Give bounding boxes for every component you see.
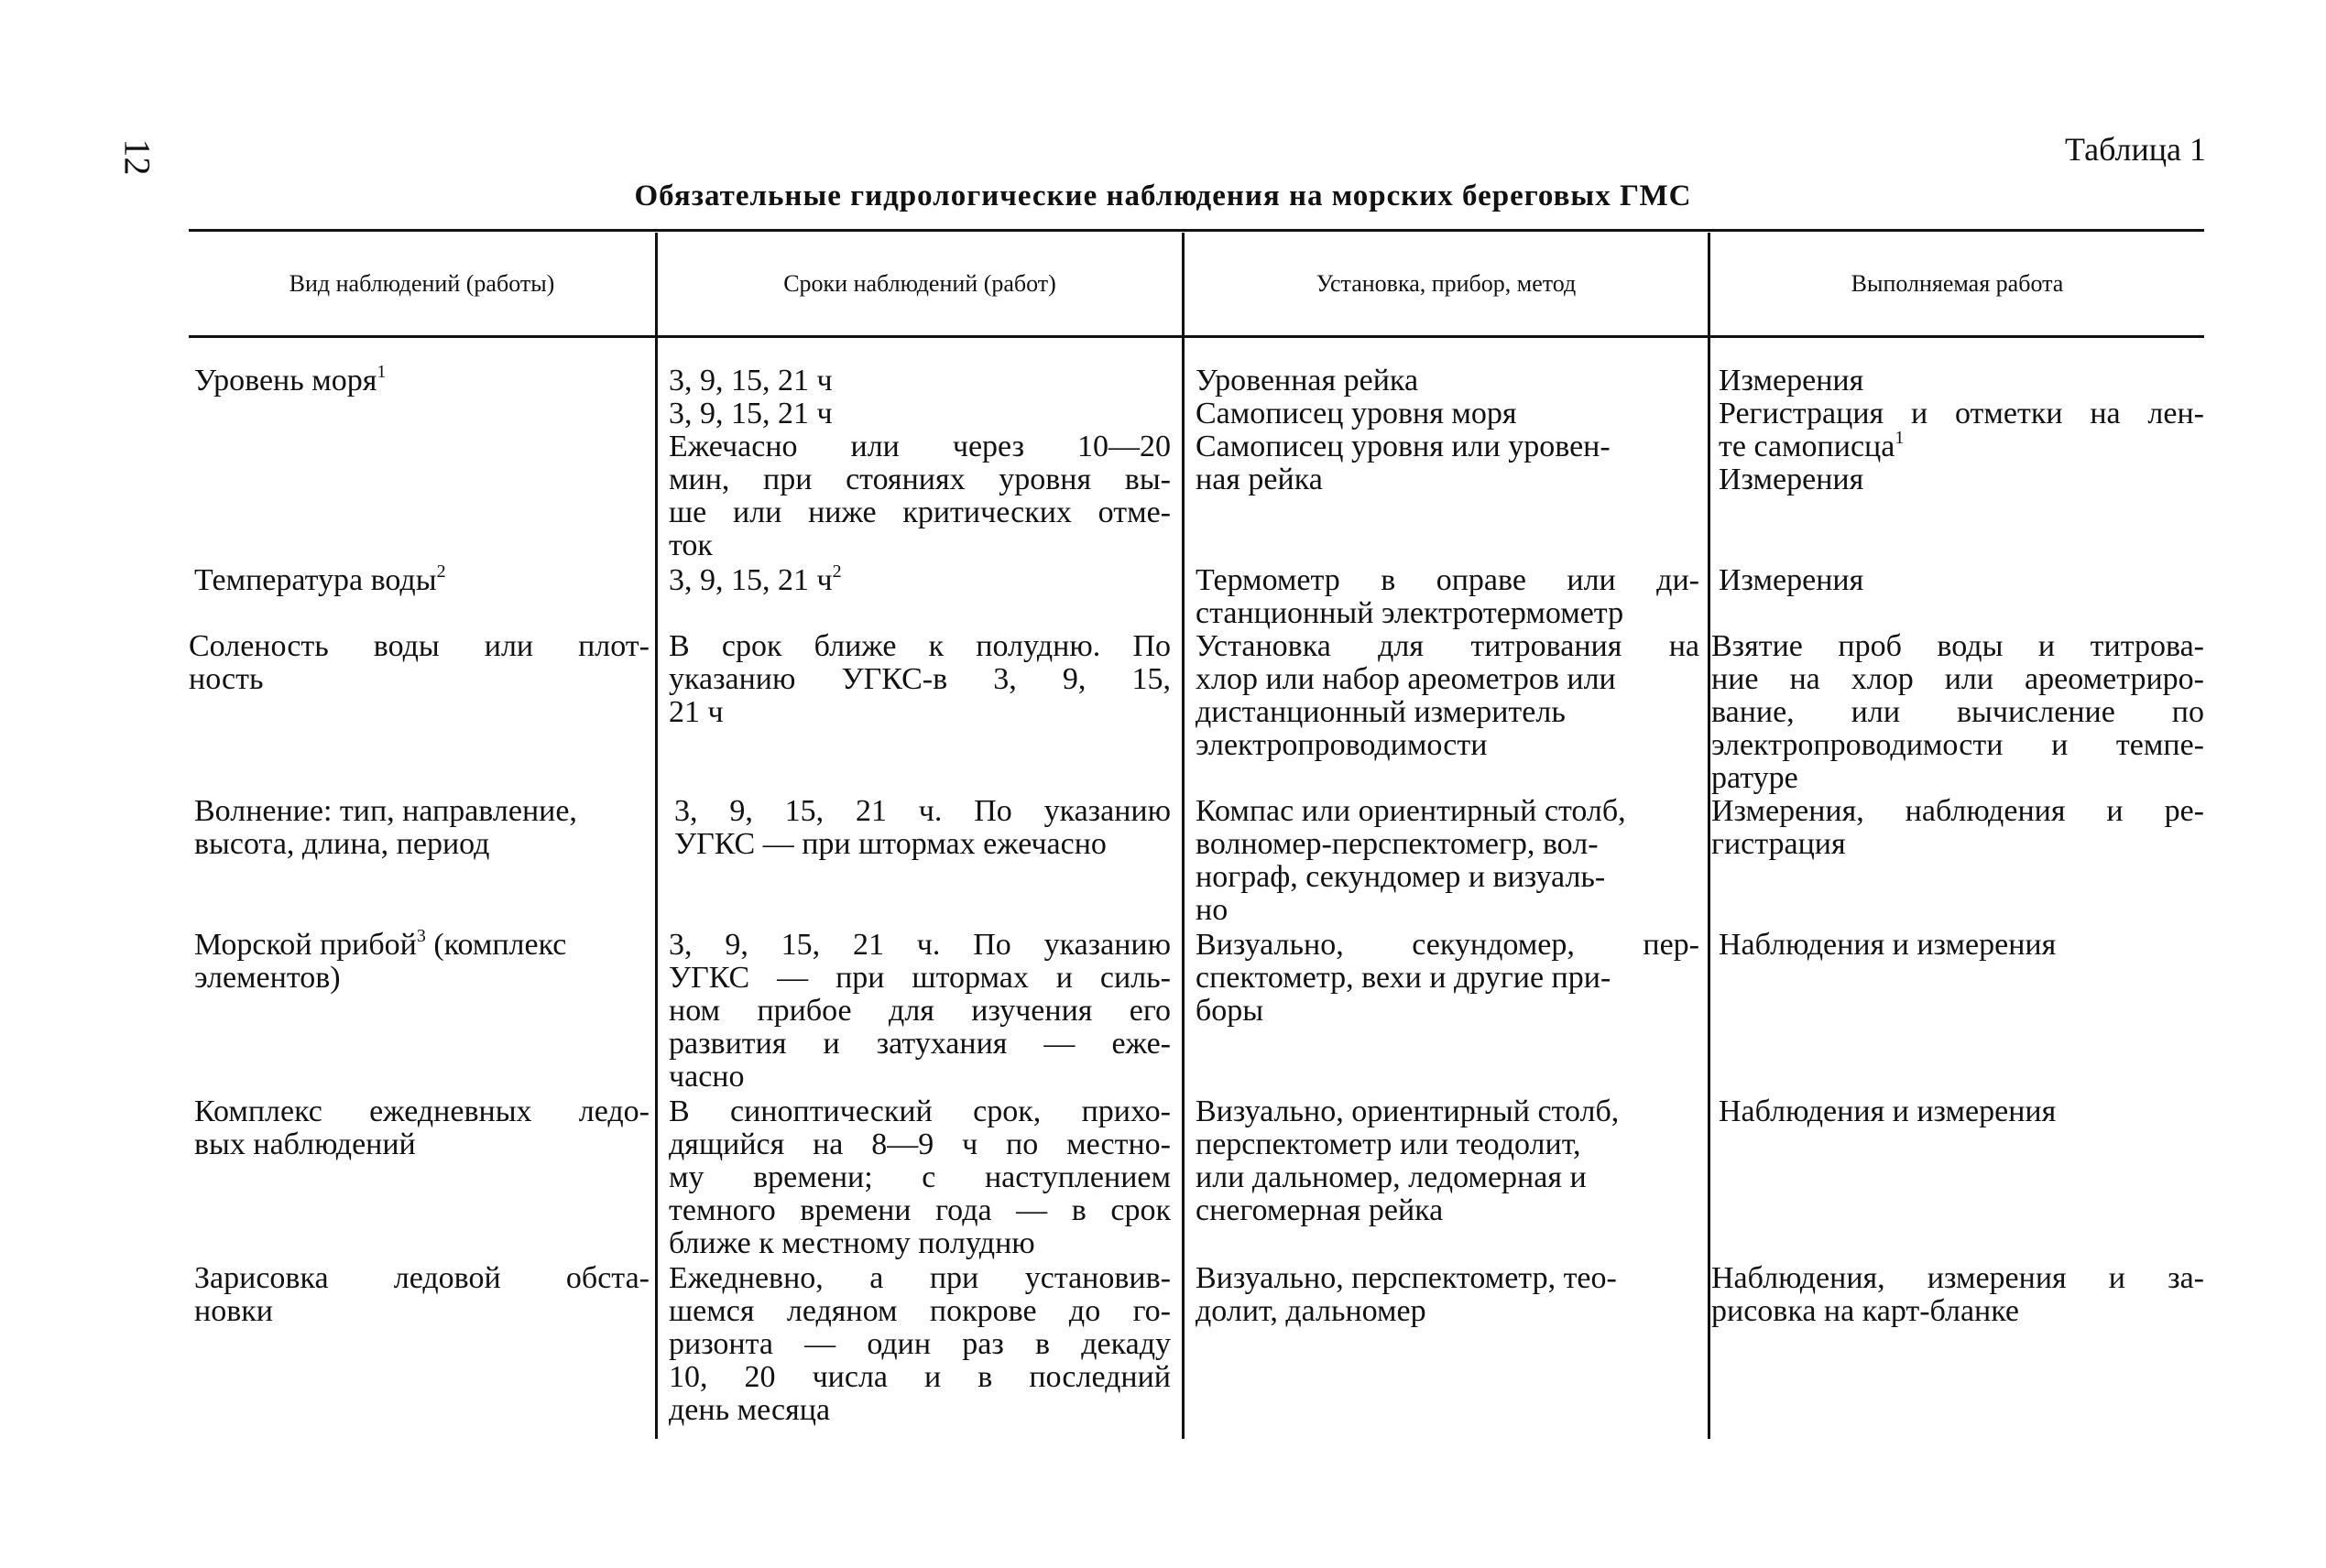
header-timing: Сроки наблюдений (работ)	[783, 270, 1056, 297]
text-line: или дальномер, ледомерная и	[1196, 1160, 1587, 1194]
text-line: шемся ледяном покрове до го-	[669, 1294, 1171, 1328]
text-line: но	[1196, 893, 1229, 927]
cell-kind	[194, 362, 650, 397]
cell-method	[1196, 630, 1699, 762]
text-line: ная рейка	[1196, 463, 1323, 496]
text-line: Самописец уровня моря	[1196, 397, 1517, 430]
cell-kind	[194, 561, 650, 597]
document-title: Обязательные гидрологические наблюдения на морских береговых ГМС	[634, 180, 1692, 212]
text-line: УГКС — при штормах и силь-	[669, 961, 1171, 995]
cell-work	[1719, 564, 2204, 597]
text-line: 10, 20 числа и в последний	[669, 1360, 1171, 1394]
text-line: Соленость воды или плот-	[189, 629, 650, 663]
header-kind: Вид наблюдений (работы)	[289, 270, 555, 297]
kind-text: (комплекс	[425, 928, 567, 962]
header-work: Выполняемая работа	[1851, 270, 2064, 297]
cell-work	[1711, 630, 2204, 795]
text-line: хлор или набор ареометров или	[1196, 662, 1616, 696]
cell-work	[1719, 1095, 2204, 1128]
text-line: 3, 9, 15, 21 ч	[669, 397, 833, 430]
text-line: спектометр, вехи и другие при-	[1196, 961, 1611, 995]
cell-method	[1196, 564, 1699, 630]
text-line: 3, 9, 15, 21 ч	[669, 563, 833, 597]
footnote-mark: 2	[436, 561, 446, 582]
text-line: ближе к местному полудню	[669, 1226, 1035, 1260]
text-line: мин, при стояниях уровня вы-	[669, 463, 1171, 496]
cell-timing	[669, 365, 1171, 562]
text-line: станционный электротермометр	[1196, 596, 1624, 630]
text-line: те самописца	[1719, 430, 1895, 463]
cell-timing	[669, 929, 1171, 1094]
cell-timing	[669, 1262, 1171, 1427]
column-divider	[655, 233, 658, 1439]
text-line: В срок ближе к полудню. По	[669, 629, 1171, 663]
cell-kind	[194, 1095, 650, 1161]
text-line: Наблюдения и измерения	[1719, 928, 2057, 962]
text-line: высота, длина, период	[194, 827, 490, 861]
text-line: Измерения	[1719, 563, 1864, 597]
kind-text: Температура воды	[194, 563, 437, 597]
text-line: Компас или ориентирный столб,	[1196, 794, 1626, 828]
text-line: Визуально, перспектометр, тео-	[1196, 1261, 1617, 1295]
page-number: 12	[116, 138, 158, 176]
text-line: ном прибое для изучения его	[669, 994, 1171, 1028]
text-line: ность	[189, 662, 264, 696]
cell-method	[1196, 795, 1699, 927]
text-line: Измерения	[1719, 463, 1864, 496]
text-line: Взятие проб воды и титрова-	[1711, 629, 2204, 663]
text-line: нограф, секундомер и визуаль-	[1196, 860, 1606, 894]
text-line: снегомерная рейка	[1196, 1193, 1444, 1227]
column-divider	[1182, 233, 1185, 1439]
text-line: Зарисовка ледовой обста-	[194, 1261, 650, 1295]
table-header-rule	[189, 335, 2204, 338]
text-line: 3, 9, 15, 21 ч. По указанию	[674, 794, 1171, 828]
cell-work	[1711, 1262, 2204, 1328]
cell-method	[1196, 929, 1699, 1028]
cell-timing	[669, 561, 1171, 597]
text-line: Наблюдения, измерения и за-	[1711, 1261, 2204, 1295]
text-line: 3, 9, 15, 21 ч. По указанию	[669, 928, 1171, 962]
text-line: 3, 9, 15, 21 ч	[669, 364, 833, 397]
footnote-mark: 2	[832, 561, 842, 582]
text-line: Уровенная рейка	[1196, 364, 1419, 397]
cell-kind	[194, 926, 650, 995]
cell-kind	[194, 795, 650, 861]
text-line: Ежедневно, а при установив-	[669, 1261, 1171, 1295]
text-line: Измерения	[1719, 364, 1864, 397]
text-line: Наблюдения и измерения	[1719, 1094, 2057, 1128]
column-divider	[1708, 233, 1710, 1439]
text-line: ток	[669, 528, 713, 562]
cell-work	[1711, 795, 2204, 861]
cell-kind	[194, 1262, 650, 1328]
cell-timing	[669, 1095, 1171, 1260]
text-line: волномер-перспектомегр, вол-	[1196, 827, 1599, 861]
text-line: ратуре	[1711, 761, 1798, 795]
text-line: Термометр в оправе или ди-	[1196, 563, 1699, 597]
text-line: ше или ниже критических отме-	[669, 495, 1171, 529]
text-line: электропроводимости и темпе-	[1711, 728, 2204, 762]
text-line: дистанционный измеритель	[1196, 695, 1566, 729]
text-line: часно	[669, 1060, 745, 1094]
text-line: Комплекс ежедневных ледо-	[194, 1094, 650, 1128]
text-line: ризонта — один раз в декаду	[669, 1327, 1171, 1361]
text-line: день месяца	[669, 1393, 831, 1427]
text-line: УГКС — при штормах ежечасно	[674, 827, 1107, 861]
table-label: Таблица 1	[2065, 131, 2206, 168]
text-line: Измерения, наблюдения и ре-	[1711, 794, 2204, 828]
text-line: развития и затухания — еже-	[669, 1027, 1171, 1061]
text-line: ние на хлор или ареометриро-	[1711, 662, 2204, 696]
text-line: му времени; с наступлением	[669, 1160, 1171, 1194]
text-line: Волнение: тип, направление,	[194, 794, 577, 828]
text-line: В синоптический срок, прихо-	[669, 1094, 1171, 1128]
text-line: Самописец уровня или уровен-	[1196, 430, 1611, 463]
cell-method	[1196, 1095, 1699, 1227]
text-line: Установка для титрования на	[1196, 629, 1699, 663]
table-top-rule	[189, 229, 2204, 232]
cell-work	[1719, 365, 2204, 496]
text-line: электропроводимости	[1196, 728, 1488, 762]
kind-text: Уровень моря	[194, 364, 377, 397]
text-line: перспектометр или теодолит,	[1196, 1127, 1581, 1161]
text-line: 21 ч	[669, 695, 724, 729]
text-line: долит, дальномер	[1196, 1294, 1426, 1328]
text-line: Визуально, секундомер, пер-	[1196, 928, 1699, 962]
text-line: темного времени года — в срок	[669, 1193, 1171, 1227]
text-line: вых наблюдений	[194, 1127, 416, 1161]
footnote-mark: 1	[377, 362, 387, 382]
cell-kind	[189, 630, 650, 696]
text-line: Регистрация и отметки на лен-	[1719, 397, 2204, 430]
footnote-mark: 3	[416, 926, 426, 946]
text-line: Визуально, ориентирный столб,	[1196, 1094, 1620, 1128]
text-line: Ежечасно или через 10—20	[669, 430, 1171, 463]
cell-work	[1719, 929, 2204, 962]
text-line: указанию УГКС-в 3, 9, 15,	[669, 662, 1171, 696]
text-line: боры	[1196, 994, 1264, 1028]
kind-text: Морской прибой	[194, 928, 417, 962]
text-line: вание, или вычисление по	[1711, 695, 2204, 729]
cell-timing	[669, 630, 1171, 729]
text-line: дящийся на 8—9 ч по местно-	[669, 1127, 1171, 1161]
cell-method	[1196, 365, 1699, 496]
text-line: рисовка на карт-бланке	[1711, 1294, 2020, 1328]
cell-method	[1196, 1262, 1699, 1328]
text-line: новки	[194, 1294, 273, 1328]
text-line: элементов)	[194, 961, 341, 995]
cell-timing	[674, 795, 1171, 861]
header-method: Установка, прибор, метод	[1316, 270, 1577, 297]
footnote-mark: 1	[1895, 428, 1905, 448]
text-line: гистрация	[1711, 827, 1846, 861]
